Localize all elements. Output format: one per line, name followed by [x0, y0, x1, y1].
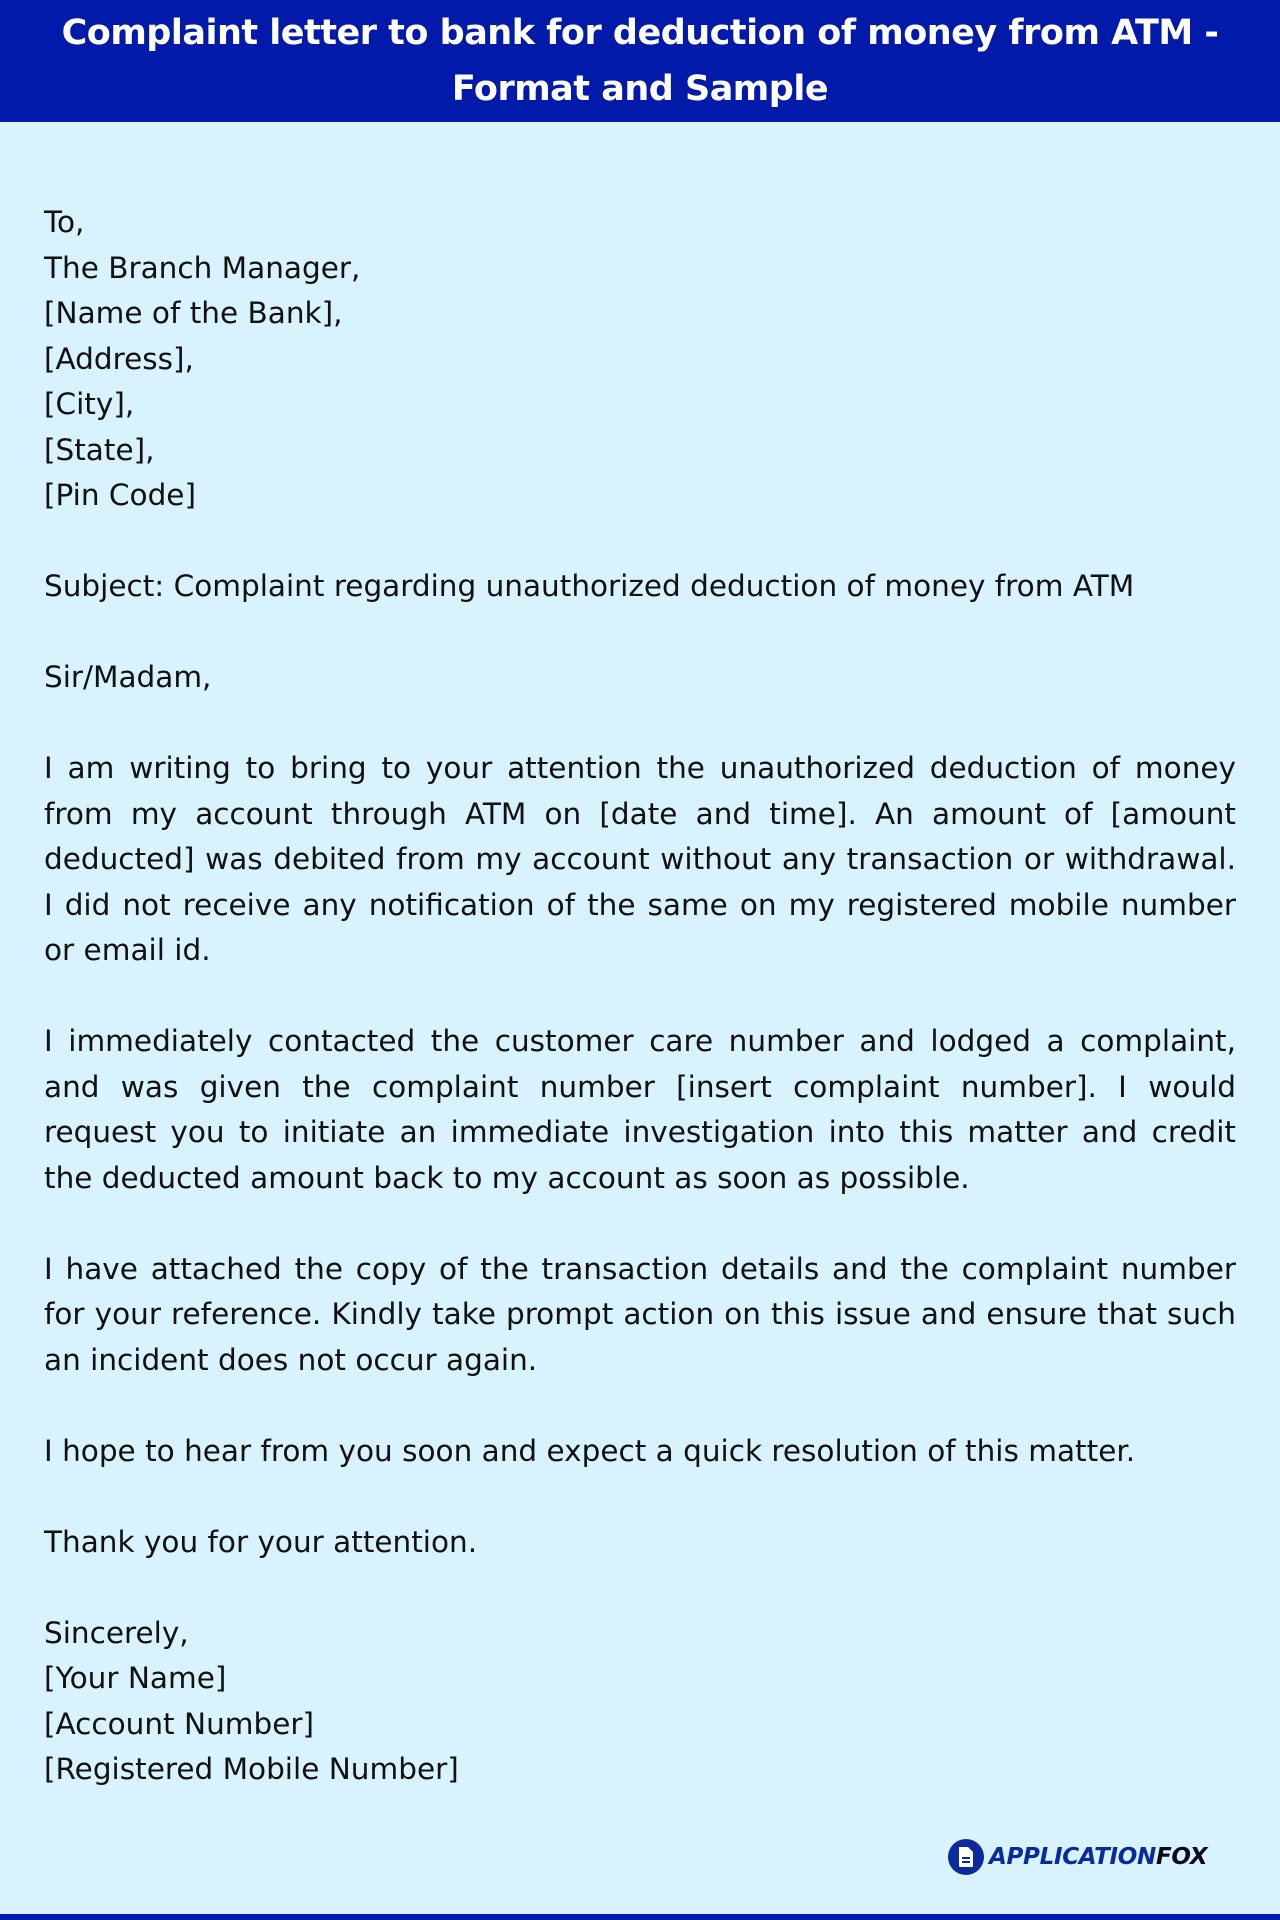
title-banner [0, 0, 1280, 122]
recipient-address [44, 200, 1236, 519]
document-icon [948, 1839, 984, 1875]
footer-bar [0, 1914, 1280, 1920]
closing-line: Sincerely, [44, 1615, 189, 1650]
salutation: Sir/Madam, [44, 660, 212, 694]
closing-line: [Account Number] [44, 1706, 315, 1741]
address-line: The Branch Manager, [44, 250, 361, 285]
address-line: To, [44, 205, 85, 239]
closing-line: [Your Name] [44, 1661, 227, 1695]
address-line: [Pin Code] [44, 478, 196, 512]
address-line: [State], [44, 432, 155, 467]
body-paragraph: I have attached the copy of the transaction details and the complaint number for your reference. Kindly take prompt action on this issue and ensure that such an incident does not occur again. [44, 1251, 1236, 1377]
body-paragraph: I hope to hear from you soon and expect a quick resolution of this matter. [44, 1433, 1136, 1468]
body-paragraph: Thank you for your attention. [44, 1524, 478, 1559]
address-line: [Address], [44, 341, 194, 376]
address-line: [Name of the Bank], [44, 296, 343, 330]
letter-body [44, 200, 1236, 1793]
signature-block [44, 1611, 1236, 1793]
page-title-line-2: Format and Sample [451, 69, 829, 109]
page-title-line-1: Complaint letter to bank for deduction of money from ATM - [61, 13, 1219, 53]
page-title [22, 5, 1259, 117]
subject-line: Subject: Complaint regarding unauthorized deduction of money from ATM [44, 569, 1135, 603]
address-line: [City], [44, 387, 135, 421]
applicationfox-logo [948, 1838, 1207, 1876]
closing-line: [Registered Mobile Number] [44, 1752, 459, 1786]
body-paragraph: I am writing to bring to your attention the unauthorized deduction of money from my account through ATM on [date and time]. An amount of [amount deducted] was debited from my account without any transaction or withdrawal. I did not receive any notification of the same on my registered mobile number or email id. [44, 751, 1236, 967]
logo-wordmark: APPLICATIONFOX [989, 1844, 1208, 1870]
body-paragraph: I immediately contacted the customer care number and lodged a complaint, and was given the complaint number [insert complaint number]. I would request you to initiate an immediate investigation into this matter and credit the deducted amount back to my account as soon as possible. [44, 1024, 1236, 1195]
